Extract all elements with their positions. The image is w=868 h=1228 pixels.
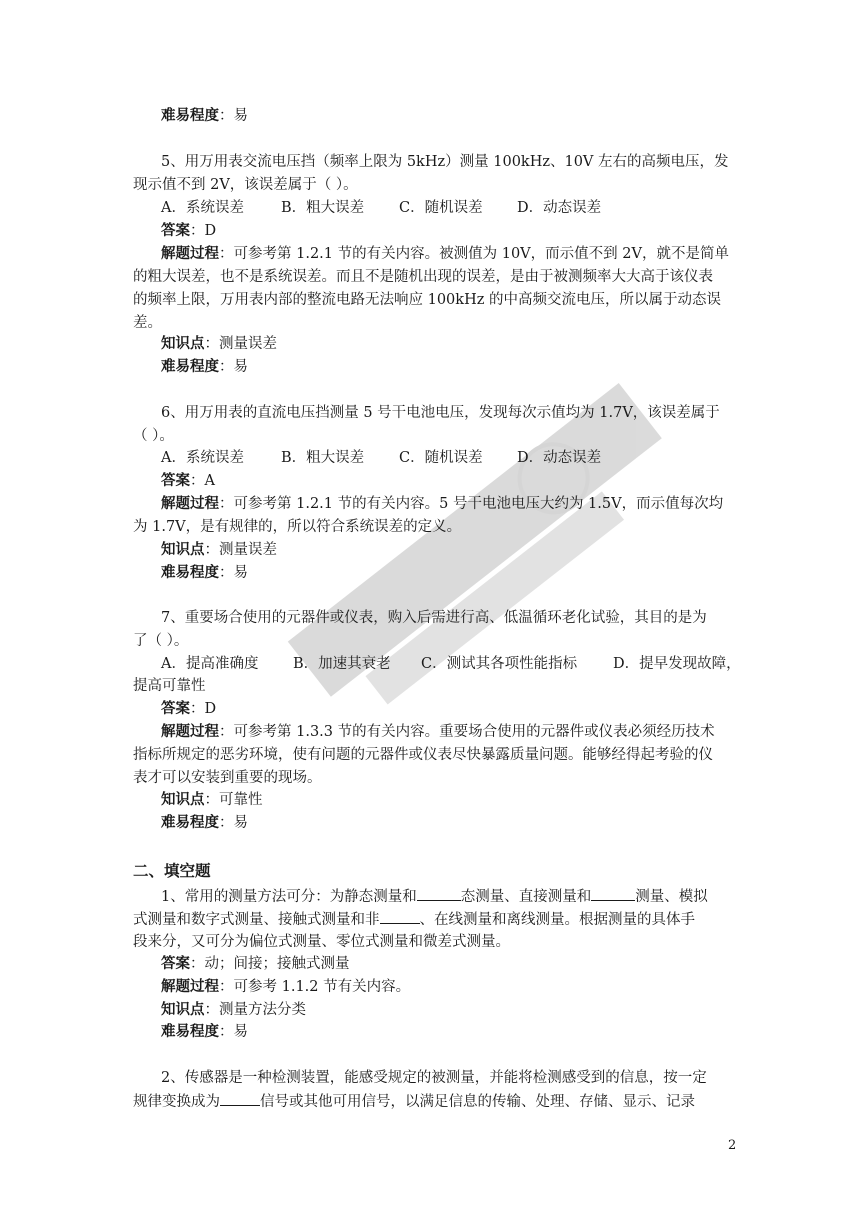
solution-label: 解题过程: [161, 978, 219, 995]
f1-stem-line3: 段来分，又可分为偏位式测量、零位式测量和微差式测量。: [133, 934, 510, 950]
q7-option-c: C．测试其各项性能指标: [421, 656, 578, 672]
q5-options: [161, 198, 601, 218]
q5-solution-line4: 差。: [133, 315, 162, 331]
q6-option-c: C．随机误差: [399, 450, 483, 466]
q5-option-b: B．粗大误差: [281, 200, 365, 216]
f1-difficulty: [161, 1022, 248, 1042]
q6-knowledge: [161, 540, 277, 560]
f1-text-part4: 式测量和数字式测量、接触式测量和非: [133, 912, 380, 928]
knowledge-value: ：测量方法分类: [204, 1002, 306, 1018]
q7-answer: [161, 699, 216, 719]
answer-label: 答案: [161, 955, 190, 972]
difficulty-label: 难易程度: [161, 107, 219, 124]
solution-label: 解题过程: [161, 723, 219, 740]
q6-solution-line1: [161, 494, 723, 514]
q7-solution-line3: 表才可以安装到重要的现场。: [133, 770, 322, 786]
f1-stem-line2: [133, 909, 695, 930]
q7-option-a: A．提高准确度: [161, 656, 259, 672]
answer-label: 答案: [161, 472, 190, 489]
knowledge-value: ：可靠性: [204, 792, 263, 808]
knowledge-label: 知识点: [161, 1001, 205, 1018]
solution-text: ：可参考第 1.2.1 节的有关内容。5 号干电池电压大约为 1.5V，而示值每次均: [219, 496, 724, 512]
q5-solution-line2: 的粗大误差，也不是系统误差。而且不是随机出现的误差，是由于被测频率大大高于该仪表: [133, 269, 713, 285]
q6-stem-line1: 6、用万用表的直流电压挡测量 5 号干电池电压，发现每次示值均为 1.7V，该误差属于: [161, 405, 720, 421]
page-number: 2: [728, 1138, 737, 1153]
q7-solution-line2: 指标所规定的恶劣环境，使有问题的元器件或仪表尽快暴露质量问题。能够经得起考验的仪: [133, 747, 713, 763]
q7-difficulty: [161, 813, 248, 833]
answer-label: 答案: [161, 222, 190, 239]
q6-answer: [161, 471, 215, 491]
f2-stem-line1: 2、传感器是一种检测装置，能感受规定的被测量，并能将检测感受到的信息，按一定: [161, 1070, 707, 1086]
f2-text-part1: 规律变换成为: [133, 1094, 220, 1110]
difficulty-value: ：易: [219, 108, 248, 124]
f2-stem-line2: [133, 1091, 695, 1112]
q5-knowledge: [161, 334, 277, 354]
q5-solution-line3: 的频率上限，万用表内部的整流电路无法响应 100kHz 的中高频交流电压，所以属于动态误: [133, 292, 721, 308]
q5-stem-line2: 现示值不到 2V，该误差属于（ ）。: [133, 177, 358, 193]
knowledge-label: 知识点: [161, 335, 205, 352]
q7-knowledge: [161, 790, 263, 810]
q7-stem-line2: 了（ ）。: [133, 633, 189, 649]
f1-text-part3: 测量、模拟: [635, 889, 708, 905]
f1-solution: [161, 977, 410, 997]
q6-option-a: A．系统误差: [161, 450, 244, 466]
q5-answer: [161, 221, 216, 241]
solution-text: ：可参考第 1.3.3 节的有关内容。重要场合使用的元器件或仪表必须经历技术: [219, 724, 715, 740]
q6-option-d: D．动态误差: [517, 450, 602, 466]
fill-blank: [220, 1091, 260, 1106]
solution-label: 解题过程: [161, 495, 219, 512]
difficulty-value: ：易: [219, 359, 248, 375]
q5-difficulty: [161, 357, 248, 377]
q7-option-d: D．提早发现故障，: [613, 656, 741, 672]
f1-text-part1: 1、常用的测量方法可分：为静态测量和: [161, 889, 417, 905]
solution-text: ：可参考 1.1.2 节有关内容。: [219, 979, 411, 995]
q6-solution-line2: 为 1.7V，是有规律的，所以符合系统误差的定义。: [133, 519, 462, 535]
q7-solution-line1: [161, 722, 715, 742]
f2-text-part2: 信号或其他可用信号，以满足信息的传输、处理、存储、显示、记录: [260, 1094, 695, 1110]
q7-options: [161, 654, 741, 674]
difficulty-label: 难易程度: [161, 1023, 219, 1040]
difficulty-value: ：易: [219, 815, 248, 831]
knowledge-label: 知识点: [161, 541, 205, 558]
difficulty-label: 难易程度: [161, 814, 219, 831]
answer-label: 答案: [161, 700, 190, 717]
fill-blank: [380, 909, 420, 924]
difficulty-value: ：易: [219, 1024, 248, 1040]
knowledge-label: 知识点: [161, 791, 205, 808]
q5-option-a: A．系统误差: [161, 200, 244, 216]
f1-answer: [161, 954, 350, 974]
q5-option-c: C．随机误差: [399, 200, 483, 216]
knowledge-value: ：测量误差: [204, 542, 277, 558]
answer-value: ：D: [190, 701, 217, 717]
difficulty-value: ：易: [219, 565, 248, 581]
q5-option-d: D．动态误差: [517, 200, 602, 216]
q6-options: [161, 448, 601, 468]
q7-option-d-cont: 提高可靠性: [133, 678, 206, 694]
f1-text-part5: 、在线测量和离线测量。根据测量的具体手: [419, 912, 695, 928]
knowledge-value: ：测量误差: [204, 336, 277, 352]
f1-text-part2: 态测量、直接测量和: [460, 889, 592, 905]
q7-stem-line1: 7、重要场合使用的元器件或仪表，购入后需进行高、低温循环老化试验，其目的是为: [161, 610, 707, 626]
f1-knowledge: [161, 1000, 306, 1020]
solution-text: ：可参考第 1.2.1 节的有关内容。被测值为 10V，而示值不到 2V，就不是简单: [219, 246, 729, 262]
prev-difficulty: [161, 106, 248, 126]
section-title: 二、填空题: [133, 862, 211, 880]
fill-blank: [417, 886, 461, 901]
q5-solution-line1: [161, 244, 729, 264]
f1-stem-line1: [161, 886, 708, 907]
answer-value: ：D: [190, 223, 217, 239]
answer-value: ：A: [190, 473, 215, 489]
fill-blank: [591, 886, 635, 901]
q5-stem-line1: 5、用万用表交流电压挡（频率上限为 5kHz）测量 100kHz、10V 左右的高频电压，发: [161, 154, 729, 170]
q6-option-b: B．粗大误差: [281, 450, 365, 466]
difficulty-label: 难易程度: [161, 564, 219, 581]
solution-label: 解题过程: [161, 245, 219, 262]
answer-value: ：动；间接；接触式测量: [190, 956, 350, 972]
q6-difficulty: [161, 563, 248, 583]
difficulty-label: 难易程度: [161, 358, 219, 375]
q6-stem-line2: （ ）。: [133, 428, 174, 444]
q7-option-b: B．加速其衰老: [293, 656, 391, 672]
